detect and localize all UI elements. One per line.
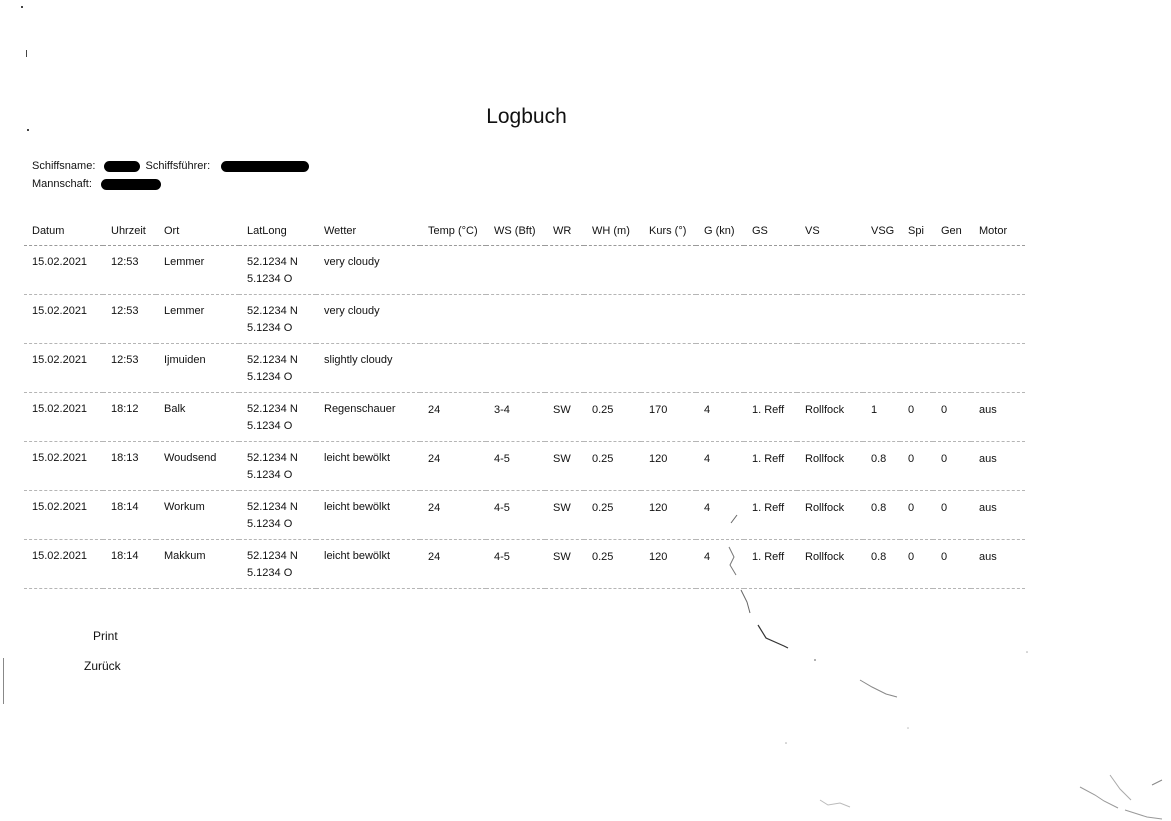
scan-speck: [21, 6, 23, 8]
cell-g: 4: [696, 393, 744, 442]
cell-temp: [420, 295, 486, 344]
cell-ort: Lemmer: [156, 295, 239, 344]
schiffsfuehrer-label: Schiffsführer:: [145, 160, 211, 173]
cell-temp: 24: [420, 491, 486, 540]
cell-spi: 0: [900, 491, 933, 540]
scan-speck: [27, 129, 29, 131]
cell-vsg: [863, 295, 900, 344]
cell-motor: aus: [971, 491, 1025, 540]
print-button[interactable]: Print: [93, 629, 118, 643]
column-header-temp: Temp (°C): [420, 219, 486, 246]
cell-datum: 15.02.2021: [24, 246, 103, 295]
column-header-spi: Spi: [900, 219, 933, 246]
cell-gs: [744, 246, 797, 295]
cell-wr: [545, 295, 584, 344]
cell-ws: [486, 246, 545, 295]
cell-temp: [420, 344, 486, 393]
cell-vsg: [863, 246, 900, 295]
cell-gs: [744, 295, 797, 344]
cell-spi: 0: [900, 540, 933, 589]
cell-long: 5.1234 O: [247, 371, 293, 383]
cell-motor: [971, 295, 1025, 344]
cell-vsg: 1: [863, 393, 900, 442]
cell-vs: Rollfock: [797, 491, 863, 540]
cell-vsg: 0.8: [863, 540, 900, 589]
column-header-g: G (kn): [696, 219, 744, 246]
cell-lat: 52.1234 N: [247, 256, 298, 268]
cell-wr: SW: [545, 540, 584, 589]
cell-spi: [900, 295, 933, 344]
cell-wh: 0.25: [584, 491, 641, 540]
cell-ws: 4-5: [486, 442, 545, 491]
cell-latlong: [239, 246, 316, 295]
cell-wr: SW: [545, 442, 584, 491]
cell-spi: 0: [900, 442, 933, 491]
cell-wh: [584, 344, 641, 393]
schiffsname-redacted: [104, 161, 140, 172]
cell-latlong: [239, 491, 316, 540]
table-header-row: [24, 219, 1025, 246]
cell-gen: 0: [933, 442, 971, 491]
table-row: [24, 246, 1025, 295]
cell-kurs: 120: [641, 540, 696, 589]
cell-long: 5.1234 O: [247, 567, 293, 579]
cell-ws: [486, 344, 545, 393]
cell-gen: [933, 246, 971, 295]
cell-uhrzeit: 12:53: [103, 246, 156, 295]
cell-ort: Woudsend: [156, 442, 239, 491]
column-header-kurs: Kurs (°): [641, 219, 696, 246]
cell-temp: 24: [420, 540, 486, 589]
cell-wetter: very cloudy: [316, 246, 420, 295]
cell-wr: SW: [545, 491, 584, 540]
cell-datum: 15.02.2021: [24, 344, 103, 393]
scan-artifact-marks: [700, 505, 1171, 821]
cell-wetter: slightly cloudy: [316, 344, 420, 393]
column-header-ort: Ort: [156, 219, 239, 246]
cell-long: 5.1234 O: [247, 273, 293, 285]
cell-kurs: [641, 344, 696, 393]
cell-ws: 3-4: [486, 393, 545, 442]
cell-datum: 15.02.2021: [24, 491, 103, 540]
cell-lat: 52.1234 N: [247, 501, 298, 513]
cell-ort: Workum: [156, 491, 239, 540]
cell-motor: aus: [971, 540, 1025, 589]
column-header-wetter: Wetter: [316, 219, 420, 246]
cell-ort: Ijmuiden: [156, 344, 239, 393]
cell-ws: [486, 295, 545, 344]
cell-gen: 0: [933, 540, 971, 589]
cell-gen: [933, 295, 971, 344]
cell-kurs: 120: [641, 442, 696, 491]
cell-vs: Rollfock: [797, 393, 863, 442]
crew-meta-row: [32, 178, 161, 190]
cell-wetter: leicht bewölkt: [316, 442, 420, 491]
cell-temp: 24: [420, 393, 486, 442]
cell-ws: 4-5: [486, 540, 545, 589]
cell-kurs: [641, 246, 696, 295]
cell-uhrzeit: 12:53: [103, 344, 156, 393]
cell-vsg: 0.8: [863, 442, 900, 491]
table-row: [24, 295, 1025, 344]
cell-datum: 15.02.2021: [24, 295, 103, 344]
cell-ort: Makkum: [156, 540, 239, 589]
mannschaft-label: Mannschaft:: [32, 178, 92, 191]
column-header-uhrzeit: Uhrzeit: [103, 219, 156, 246]
cell-spi: [900, 246, 933, 295]
cell-g: 4: [696, 491, 744, 540]
cell-lat: 52.1234 N: [247, 305, 298, 317]
cell-g: [696, 295, 744, 344]
cell-vs: [797, 344, 863, 393]
scan-speck: [26, 50, 27, 57]
cell-wr: [545, 246, 584, 295]
cell-long: 5.1234 O: [247, 518, 293, 530]
cell-gs: 1. Reff: [744, 393, 797, 442]
cell-uhrzeit: 12:53: [103, 295, 156, 344]
cell-wh: 0.25: [584, 393, 641, 442]
cell-temp: 24: [420, 442, 486, 491]
cell-latlong: [239, 540, 316, 589]
cell-wetter: very cloudy: [316, 295, 420, 344]
cell-vs: Rollfock: [797, 442, 863, 491]
cell-long: 5.1234 O: [247, 469, 293, 481]
cell-gs: [744, 344, 797, 393]
cell-wetter: leicht bewölkt: [316, 491, 420, 540]
column-header-gen: Gen: [933, 219, 971, 246]
cell-lat: 52.1234 N: [247, 403, 298, 415]
cell-datum: 15.02.2021: [24, 442, 103, 491]
cell-uhrzeit: 18:14: [103, 491, 156, 540]
scan-speck: [3, 658, 4, 704]
cell-gen: 0: [933, 393, 971, 442]
schiffsname-label: Schiffsname:: [32, 160, 96, 173]
cell-vs: [797, 246, 863, 295]
mannschaft-redacted: [101, 179, 161, 190]
cell-uhrzeit: 18:14: [103, 540, 156, 589]
column-header-motor: Motor: [971, 219, 1025, 246]
column-header-datum: Datum: [24, 219, 103, 246]
cell-motor: aus: [971, 393, 1025, 442]
cell-spi: 0: [900, 393, 933, 442]
cell-gs: 1. Reff: [744, 491, 797, 540]
cell-ws: 4-5: [486, 491, 545, 540]
cell-uhrzeit: 18:12: [103, 393, 156, 442]
column-header-gs: GS: [744, 219, 797, 246]
cell-wh: 0.25: [584, 442, 641, 491]
cell-g: 4: [696, 442, 744, 491]
cell-vs: [797, 295, 863, 344]
cell-ort: Balk: [156, 393, 239, 442]
cell-long: 5.1234 O: [247, 420, 293, 432]
cell-latlong: [239, 393, 316, 442]
cell-datum: 15.02.2021: [24, 393, 103, 442]
table-row: [24, 393, 1025, 442]
cell-uhrzeit: 18:13: [103, 442, 156, 491]
cell-kurs: 170: [641, 393, 696, 442]
cell-g: [696, 246, 744, 295]
cell-lat: 52.1234 N: [247, 550, 298, 562]
cell-vsg: 0.8: [863, 491, 900, 540]
page-title: Logbuch: [486, 105, 567, 128]
column-header-vsg: VSG: [863, 219, 900, 246]
cell-spi: [900, 344, 933, 393]
cell-long: 5.1234 O: [247, 322, 293, 334]
column-header-wr: WR: [545, 219, 584, 246]
cell-lat: 52.1234 N: [247, 354, 298, 366]
ship-meta-row: [32, 160, 309, 172]
cell-latlong: [239, 344, 316, 393]
cell-wr: [545, 344, 584, 393]
cell-datum: 15.02.2021: [24, 540, 103, 589]
cell-kurs: 120: [641, 491, 696, 540]
cell-gen: [933, 344, 971, 393]
cell-temp: [420, 246, 486, 295]
cell-motor: [971, 344, 1025, 393]
back-button[interactable]: Zurück: [84, 659, 121, 673]
cell-wr: SW: [545, 393, 584, 442]
cell-wetter: Regenschauer: [316, 393, 420, 442]
cell-gs: 1. Reff: [744, 442, 797, 491]
table-row: [24, 344, 1025, 393]
column-header-wh: WH (m): [584, 219, 641, 246]
cell-g: [696, 344, 744, 393]
column-header-vs: VS: [797, 219, 863, 246]
cell-vs: Rollfock: [797, 540, 863, 589]
cell-g: 4: [696, 540, 744, 589]
table-row: [24, 442, 1025, 491]
cell-ort: Lemmer: [156, 246, 239, 295]
cell-wh: [584, 295, 641, 344]
cell-gen: 0: [933, 491, 971, 540]
cell-lat: 52.1234 N: [247, 452, 298, 464]
cell-latlong: [239, 442, 316, 491]
schiffsfuehrer-redacted: [221, 161, 309, 172]
cell-kurs: [641, 295, 696, 344]
column-header-latlong: LatLong: [239, 219, 316, 246]
column-header-ws: WS (Bft): [486, 219, 545, 246]
cell-wh: 0.25: [584, 540, 641, 589]
cell-gs: 1. Reff: [744, 540, 797, 589]
cell-wh: [584, 246, 641, 295]
cell-latlong: [239, 295, 316, 344]
cell-wetter: leicht bewölkt: [316, 540, 420, 589]
cell-motor: aus: [971, 442, 1025, 491]
cell-motor: [971, 246, 1025, 295]
cell-vsg: [863, 344, 900, 393]
